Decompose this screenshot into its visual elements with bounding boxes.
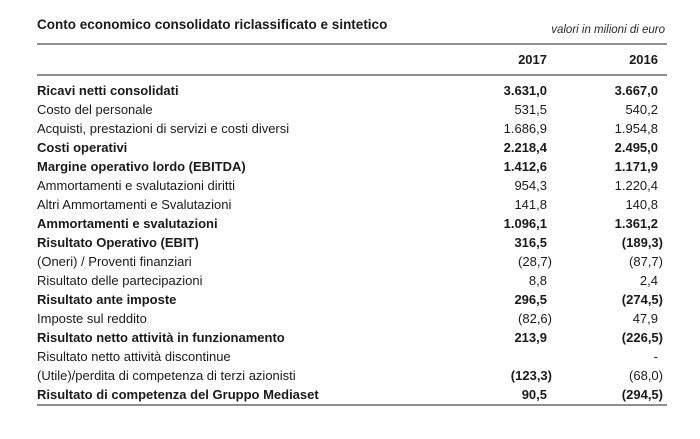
table-row bbox=[37, 309, 663, 328]
column-header-row bbox=[37, 45, 667, 74]
row-label: Altri Ammortamenti e Svalutazioni bbox=[37, 197, 232, 212]
table-row bbox=[37, 81, 663, 100]
value-2016: 2.495,0 bbox=[614, 140, 658, 155]
table-row bbox=[37, 233, 663, 252]
row-label: Margine operativo lordo (EBITDA) bbox=[37, 159, 246, 174]
table-row bbox=[37, 138, 663, 157]
page-title: Conto economico consolidato riclassificato e sintetico bbox=[37, 17, 388, 32]
row-label: Risultato netto attività discontinue bbox=[37, 349, 231, 364]
table-row bbox=[37, 157, 663, 176]
table-row bbox=[37, 328, 663, 347]
value-2016: 1.171,9 bbox=[614, 159, 658, 174]
row-label: Risultato ante imposte bbox=[37, 292, 177, 307]
row-label: Ammortamenti e svalutazioni bbox=[37, 216, 218, 231]
value-2017: 213,9 bbox=[514, 330, 547, 345]
table-row bbox=[37, 290, 663, 309]
value-2017: 954,3 bbox=[514, 178, 547, 193]
value-2017: 2.218,4 bbox=[503, 140, 547, 155]
value-2017: (28,7) bbox=[518, 254, 552, 269]
value-2017: (123,3) bbox=[510, 368, 552, 383]
table-row bbox=[37, 100, 663, 119]
table-row bbox=[37, 195, 663, 214]
row-label: Acquisti, prestazioni di servizi e costi diversi bbox=[37, 121, 290, 136]
value-2017: 1.412,6 bbox=[503, 159, 547, 174]
value-2016: 1.361,2 bbox=[614, 216, 658, 231]
value-2016: 1.220,4 bbox=[614, 178, 658, 193]
value-2016: - bbox=[653, 349, 658, 364]
table-body bbox=[37, 76, 667, 404]
row-label: Costo del personale bbox=[37, 102, 153, 117]
column-header-2017: 2017 bbox=[518, 52, 547, 67]
value-2017: 531,5 bbox=[514, 102, 547, 117]
table-row bbox=[37, 271, 663, 290]
row-label: Risultato netto attività in funzionamento bbox=[37, 330, 285, 345]
value-2017: 316,5 bbox=[514, 235, 547, 250]
table-row bbox=[37, 366, 663, 385]
row-label: Imposte sul reddito bbox=[37, 311, 147, 326]
table-row bbox=[37, 252, 663, 271]
value-2016: 2,4 bbox=[639, 273, 658, 288]
table-row bbox=[37, 176, 663, 195]
value-2016: (274,5) bbox=[621, 292, 663, 307]
row-label: Risultato di competenza del Gruppo Mediaset bbox=[37, 387, 319, 402]
value-2017: 1.096,1 bbox=[503, 216, 547, 231]
unit-note: valori in milioni di euro bbox=[551, 24, 665, 36]
value-2016: 540,2 bbox=[625, 102, 658, 117]
value-2016: (87,7) bbox=[629, 254, 663, 269]
column-header-2016: 2016 bbox=[629, 52, 658, 67]
row-label: Risultato delle partecipazioni bbox=[37, 273, 203, 288]
value-2016: 1.954,8 bbox=[614, 121, 658, 136]
value-2017: 141,8 bbox=[514, 197, 547, 212]
value-2017: 90,5 bbox=[521, 387, 547, 402]
value-2016: (189,3) bbox=[621, 235, 663, 250]
table-row bbox=[37, 385, 663, 404]
value-2016: 3.667,0 bbox=[614, 83, 658, 98]
value-2017: 8,8 bbox=[528, 273, 547, 288]
value-2016: 140,8 bbox=[625, 197, 658, 212]
row-label: (Utile)/perdita di competenza di terzi azionisti bbox=[37, 368, 296, 383]
income-statement-table bbox=[37, 14, 667, 406]
table-header bbox=[37, 14, 667, 43]
row-label: Costi operativi bbox=[37, 140, 128, 155]
bottom-rule bbox=[37, 404, 667, 406]
row-label: Ammortamenti e svalutazioni diritti bbox=[37, 178, 235, 193]
row-label: (Oneri) / Proventi finanziari bbox=[37, 254, 192, 269]
value-2017: (82,6) bbox=[518, 311, 552, 326]
table-row bbox=[37, 119, 663, 138]
table-row bbox=[37, 347, 663, 366]
row-label: Ricavi netti consolidati bbox=[37, 83, 179, 98]
value-2017: 3.631,0 bbox=[503, 83, 547, 98]
table-row bbox=[37, 214, 663, 233]
value-2017: 1.686,9 bbox=[503, 121, 547, 136]
value-2016: (226,5) bbox=[621, 330, 663, 345]
value-2016: 47,9 bbox=[632, 311, 658, 326]
value-2016: (294,5) bbox=[621, 387, 663, 402]
value-2017: 296,5 bbox=[514, 292, 547, 307]
value-2016: (68,0) bbox=[629, 368, 663, 383]
row-label: Risultato Operativo (EBIT) bbox=[37, 235, 199, 250]
